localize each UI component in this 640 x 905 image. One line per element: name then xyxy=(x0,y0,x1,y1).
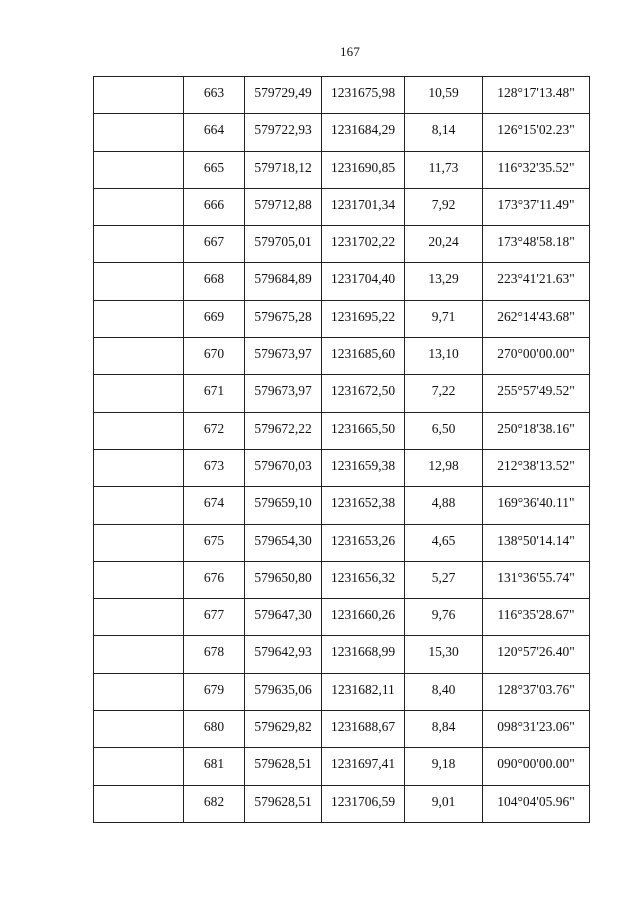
y-coordinate-cell-text: 1231672,50 xyxy=(330,383,396,399)
distance-cell-text: 7,92 xyxy=(431,196,456,212)
distance-cell xyxy=(405,785,483,822)
blank-cell xyxy=(94,77,184,114)
x-coordinate-cell xyxy=(245,114,322,151)
distance-cell-text: 9,71 xyxy=(431,308,456,324)
table-row xyxy=(94,561,590,598)
table-row xyxy=(94,375,590,412)
point-number-cell-text: 670 xyxy=(203,346,225,362)
point-number-cell-text: 663 xyxy=(203,85,225,100)
point-number-cell xyxy=(184,226,245,263)
point-number-cell xyxy=(184,449,245,486)
y-coordinate-cell xyxy=(322,785,405,822)
x-coordinate-cell xyxy=(245,673,322,710)
table-row xyxy=(94,188,590,225)
bearing-angle-cell-text: 116°32'35.52" xyxy=(497,159,575,175)
y-coordinate-cell-text: 1231652,38 xyxy=(330,495,396,511)
point-number-cell xyxy=(184,524,245,561)
bearing-angle-cell-text: 223°41'21.63" xyxy=(497,271,575,287)
bearing-angle-cell xyxy=(483,151,590,188)
point-number-cell-text: 669 xyxy=(203,308,225,324)
x-coordinate-cell xyxy=(245,449,322,486)
y-coordinate-cell-text: 1231701,34 xyxy=(330,196,396,212)
x-coordinate-cell xyxy=(245,151,322,188)
point-number-cell-text: 665 xyxy=(203,159,225,175)
bearing-angle-cell-text: 090°00'00.00" xyxy=(497,756,575,772)
x-coordinate-cell-text: 579670,03 xyxy=(254,457,312,473)
bearing-angle-cell-text: 255°57'49.52" xyxy=(497,383,575,399)
x-coordinate-cell xyxy=(245,338,322,375)
blank-cell xyxy=(94,188,184,225)
y-coordinate-cell-text: 1231697,41 xyxy=(330,756,396,772)
distance-cell xyxy=(405,599,483,636)
distance-cell-text: 13,10 xyxy=(428,346,459,362)
blank-cell xyxy=(94,599,184,636)
x-coordinate-cell-text: 579705,01 xyxy=(254,234,312,250)
y-coordinate-cell xyxy=(322,188,405,225)
blank-cell xyxy=(94,711,184,748)
y-coordinate-cell xyxy=(322,449,405,486)
table-row xyxy=(94,114,590,151)
y-coordinate-cell-text: 1231702,22 xyxy=(330,234,396,250)
point-number-cell-text: 666 xyxy=(203,196,225,212)
y-coordinate-cell-text: 1231706,59 xyxy=(330,793,396,809)
point-number-cell-text: 679 xyxy=(203,681,225,697)
table-row xyxy=(94,77,590,114)
x-coordinate-cell-text: 579729,49 xyxy=(254,85,312,100)
point-number-cell-text: 678 xyxy=(203,644,225,660)
point-number-cell-text: 667 xyxy=(203,234,225,250)
distance-cell-text: 6,50 xyxy=(431,420,456,436)
distance-cell-text: 8,14 xyxy=(431,122,456,138)
y-coordinate-cell xyxy=(322,487,405,524)
bearing-angle-cell xyxy=(483,263,590,300)
x-coordinate-cell xyxy=(245,263,322,300)
y-coordinate-cell-text: 1231675,98 xyxy=(330,85,396,100)
bearing-angle-cell xyxy=(483,412,590,449)
bearing-angle-cell-text: 128°37'03.76" xyxy=(497,681,575,697)
bearing-angle-cell xyxy=(483,748,590,785)
y-coordinate-cell-text: 1231668,99 xyxy=(330,644,396,660)
x-coordinate-cell xyxy=(245,599,322,636)
point-number-cell xyxy=(184,636,245,673)
bearing-angle-cell xyxy=(483,226,590,263)
bearing-angle-cell xyxy=(483,524,590,561)
x-coordinate-cell-text: 579642,93 xyxy=(254,644,312,660)
bearing-angle-cell-text: 250°18'38.16" xyxy=(497,420,575,436)
blank-cell xyxy=(94,636,184,673)
blank-cell xyxy=(94,114,184,151)
x-coordinate-cell-text: 579628,51 xyxy=(254,793,312,809)
bearing-angle-cell-text: 270°00'00.00" xyxy=(497,346,575,362)
table-row xyxy=(94,338,590,375)
bearing-angle-cell-text: 131°36'55.74" xyxy=(497,569,575,585)
bearing-angle-cell-text: 098°31'23.06" xyxy=(497,719,575,735)
bearing-angle-cell-text: 116°35'28.67" xyxy=(497,607,575,623)
bearing-angle-cell-text: 120°57'26.40" xyxy=(497,644,575,660)
distance-cell xyxy=(405,487,483,524)
table-row xyxy=(94,711,590,748)
x-coordinate-cell xyxy=(245,711,322,748)
y-coordinate-cell xyxy=(322,338,405,375)
distance-cell-text: 9,01 xyxy=(431,793,456,809)
distance-cell xyxy=(405,188,483,225)
point-number-cell xyxy=(184,599,245,636)
y-coordinate-cell-text: 1231688,67 xyxy=(330,719,396,735)
bearing-angle-cell xyxy=(483,487,590,524)
y-coordinate-cell-text: 1231659,38 xyxy=(330,457,396,473)
y-coordinate-cell-text: 1231704,40 xyxy=(330,271,396,287)
point-number-cell xyxy=(184,375,245,412)
point-number-cell xyxy=(184,561,245,598)
table-row xyxy=(94,599,590,636)
x-coordinate-cell-text: 579629,82 xyxy=(254,719,312,735)
point-number-cell xyxy=(184,711,245,748)
bearing-angle-cell-text: 138°50'14.14" xyxy=(497,532,575,548)
distance-cell-text: 12,98 xyxy=(428,457,459,473)
point-number-cell-text: 668 xyxy=(203,271,225,287)
y-coordinate-cell-text: 1231660,26 xyxy=(330,607,396,623)
point-number-cell-text: 674 xyxy=(203,495,225,511)
distance-cell xyxy=(405,226,483,263)
blank-cell xyxy=(94,785,184,822)
table-row xyxy=(94,412,590,449)
y-coordinate-cell xyxy=(322,748,405,785)
x-coordinate-cell xyxy=(245,561,322,598)
y-coordinate-cell-text: 1231682,11 xyxy=(331,681,395,697)
point-number-cell-text: 664 xyxy=(203,122,225,138)
y-coordinate-cell xyxy=(322,636,405,673)
y-coordinate-cell xyxy=(322,114,405,151)
x-coordinate-cell xyxy=(245,412,322,449)
distance-cell xyxy=(405,524,483,561)
distance-cell xyxy=(405,151,483,188)
table-row xyxy=(94,524,590,561)
distance-cell-text: 15,30 xyxy=(428,644,459,660)
y-coordinate-cell-text: 1231684,29 xyxy=(330,122,396,138)
bearing-angle-cell xyxy=(483,188,590,225)
distance-cell-text: 5,27 xyxy=(431,569,456,585)
bearing-angle-cell xyxy=(483,785,590,822)
distance-cell xyxy=(405,114,483,151)
x-coordinate-cell-text: 579635,06 xyxy=(254,681,312,697)
distance-cell xyxy=(405,412,483,449)
point-number-cell xyxy=(184,151,245,188)
x-coordinate-cell-text: 579673,97 xyxy=(254,346,312,362)
distance-cell xyxy=(405,748,483,785)
bearing-angle-cell xyxy=(483,636,590,673)
point-number-cell xyxy=(184,487,245,524)
x-coordinate-cell-text: 579675,28 xyxy=(254,308,312,324)
x-coordinate-cell-text: 579659,10 xyxy=(254,495,312,511)
point-number-cell xyxy=(184,77,245,114)
table-row xyxy=(94,300,590,337)
x-coordinate-cell-text: 579673,97 xyxy=(254,383,312,399)
y-coordinate-cell xyxy=(322,524,405,561)
bearing-angle-cell-text: 173°48'58.18" xyxy=(497,234,575,250)
bearing-angle-cell xyxy=(483,561,590,598)
point-number-cell xyxy=(184,412,245,449)
table-row xyxy=(94,673,590,710)
distance-cell-text: 11,73 xyxy=(428,159,459,175)
distance-cell-text: 9,76 xyxy=(431,607,456,623)
bearing-angle-cell xyxy=(483,449,590,486)
x-coordinate-cell xyxy=(245,188,322,225)
bearing-angle-cell xyxy=(483,338,590,375)
x-coordinate-cell-text: 579712,88 xyxy=(254,196,312,212)
point-number-cell-text: 680 xyxy=(203,719,225,735)
point-number-cell xyxy=(184,785,245,822)
distance-cell xyxy=(405,636,483,673)
distance-cell xyxy=(405,263,483,300)
x-coordinate-cell-text: 579647,30 xyxy=(254,607,312,623)
y-coordinate-cell xyxy=(322,673,405,710)
y-coordinate-cell xyxy=(322,599,405,636)
x-coordinate-cell xyxy=(245,785,322,822)
x-coordinate-cell xyxy=(245,77,322,114)
bearing-angle-cell-text: 262°14'43.68" xyxy=(497,308,575,324)
bearing-angle-cell-text: 212°38'13.52" xyxy=(497,457,575,473)
bearing-angle-cell-text: 126°15'02.23" xyxy=(497,122,575,138)
point-number-cell xyxy=(184,114,245,151)
point-number-cell xyxy=(184,338,245,375)
distance-cell-text: 8,40 xyxy=(431,681,456,697)
y-coordinate-cell xyxy=(322,263,405,300)
distance-cell-text: 7,22 xyxy=(431,383,456,399)
bearing-angle-cell xyxy=(483,300,590,337)
table-row xyxy=(94,636,590,673)
distance-cell xyxy=(405,375,483,412)
table-row xyxy=(94,785,590,822)
x-coordinate-cell-text: 579672,22 xyxy=(254,420,312,436)
y-coordinate-cell-text: 1231653,26 xyxy=(330,532,396,548)
coordinates-table xyxy=(93,76,590,823)
blank-cell xyxy=(94,487,184,524)
point-number-cell-text: 675 xyxy=(203,532,225,548)
y-coordinate-cell xyxy=(322,412,405,449)
bearing-angle-cell-text: 173°37'11.49" xyxy=(497,196,575,212)
y-coordinate-cell xyxy=(322,711,405,748)
coordinates-table-body xyxy=(94,77,590,823)
table-row xyxy=(94,449,590,486)
x-coordinate-cell xyxy=(245,748,322,785)
x-coordinate-cell-text: 579650,80 xyxy=(254,569,312,585)
x-coordinate-cell xyxy=(245,636,322,673)
y-coordinate-cell xyxy=(322,77,405,114)
table-row xyxy=(94,151,590,188)
distance-cell xyxy=(405,77,483,114)
point-number-cell xyxy=(184,673,245,710)
blank-cell xyxy=(94,412,184,449)
blank-cell xyxy=(94,226,184,263)
table-row xyxy=(94,263,590,300)
distance-cell-text: 20,24 xyxy=(428,234,459,250)
x-coordinate-cell-text: 579628,51 xyxy=(254,756,312,772)
distance-cell xyxy=(405,673,483,710)
y-coordinate-cell xyxy=(322,151,405,188)
table-row xyxy=(94,487,590,524)
x-coordinate-cell xyxy=(245,300,322,337)
blank-cell xyxy=(94,375,184,412)
bearing-angle-cell-text: 104°04'05.96" xyxy=(497,793,575,809)
blank-cell xyxy=(94,673,184,710)
bearing-angle-cell xyxy=(483,375,590,412)
point-number-cell xyxy=(184,263,245,300)
bearing-angle-cell xyxy=(483,673,590,710)
x-coordinate-cell-text: 579722,93 xyxy=(254,122,312,138)
y-coordinate-cell-text: 1231656,32 xyxy=(330,569,396,585)
point-number-cell-text: 673 xyxy=(203,457,225,473)
point-number-cell-text: 681 xyxy=(203,756,225,772)
bearing-angle-cell xyxy=(483,114,590,151)
distance-cell xyxy=(405,300,483,337)
point-number-cell xyxy=(184,300,245,337)
table-row xyxy=(94,748,590,785)
x-coordinate-cell-text: 579718,12 xyxy=(254,159,312,175)
bearing-angle-cell-text: 169°36'40.11" xyxy=(497,495,575,511)
distance-cell-text: 4,65 xyxy=(431,532,456,548)
blank-cell xyxy=(94,300,184,337)
blank-cell xyxy=(94,748,184,785)
distance-cell-text: 8,84 xyxy=(431,719,456,735)
bearing-angle-cell-text: 128°17'13.48" xyxy=(497,85,575,100)
y-coordinate-cell xyxy=(322,375,405,412)
distance-cell xyxy=(405,449,483,486)
point-number-cell xyxy=(184,748,245,785)
y-coordinate-cell-text: 1231695,22 xyxy=(330,308,396,324)
distance-cell xyxy=(405,711,483,748)
y-coordinate-cell-text: 1231685,60 xyxy=(330,346,396,362)
point-number-cell-text: 677 xyxy=(203,607,225,623)
point-number-cell-text: 682 xyxy=(203,793,225,809)
blank-cell xyxy=(94,561,184,598)
y-coordinate-cell xyxy=(322,561,405,598)
point-number-cell xyxy=(184,188,245,225)
blank-cell xyxy=(94,449,184,486)
x-coordinate-cell-text: 579654,30 xyxy=(254,532,312,548)
distance-cell-text: 4,88 xyxy=(431,495,456,511)
distance-cell-text: 10,59 xyxy=(428,85,459,100)
blank-cell xyxy=(94,263,184,300)
point-number-cell-text: 672 xyxy=(203,420,225,436)
page-number: 167 xyxy=(339,44,361,59)
bearing-angle-cell xyxy=(483,711,590,748)
bearing-angle-cell xyxy=(483,599,590,636)
x-coordinate-cell xyxy=(245,487,322,524)
distance-cell-text: 13,29 xyxy=(428,271,459,287)
blank-cell xyxy=(94,524,184,561)
point-number-cell-text: 671 xyxy=(203,383,225,399)
x-coordinate-cell xyxy=(245,524,322,561)
x-coordinate-cell xyxy=(245,375,322,412)
x-coordinate-cell xyxy=(245,226,322,263)
blank-cell xyxy=(94,151,184,188)
y-coordinate-cell-text: 1231665,50 xyxy=(330,420,396,436)
y-coordinate-cell xyxy=(322,226,405,263)
distance-cell xyxy=(405,338,483,375)
distance-cell-text: 9,18 xyxy=(431,756,456,772)
y-coordinate-cell xyxy=(322,300,405,337)
blank-cell xyxy=(94,338,184,375)
y-coordinate-cell-text: 1231690,85 xyxy=(330,159,396,175)
point-number-cell-text: 676 xyxy=(203,569,225,585)
distance-cell xyxy=(405,561,483,598)
x-coordinate-cell-text: 579684,89 xyxy=(254,271,312,287)
table-row xyxy=(94,226,590,263)
bearing-angle-cell xyxy=(483,77,590,114)
